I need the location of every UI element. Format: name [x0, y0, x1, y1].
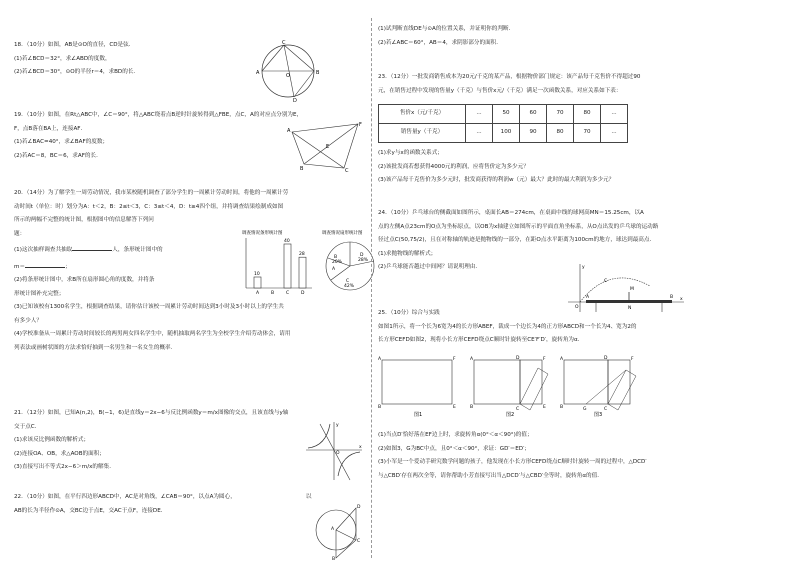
fig2-caption: 图2 — [506, 412, 515, 418]
q23-stem2: 元，在销售过程中发现的售量y（千克）与售价x元/（千克）满足一次函数关系，对应关系如下表： — [378, 87, 622, 94]
svg-text:A: A — [560, 357, 564, 362]
q23-part3: (3)该产品每千克售价为多少元时，批发商获得的利润w（元）最大？此时的最大利润为多少元？ — [378, 177, 615, 184]
q20-part3: (3)已知该校有1300名学生，根据调查结果，请你估计该校一周累计劳动时间达到3小时及3小时以上的学生共 — [14, 304, 284, 311]
q20-stem: 20．（14分）为了解学生一周劳动情况，我市某校随机调查了部分学生的一周累计劳动时间，将他的一周累计劳 — [14, 190, 289, 196]
q20-part2: (2)将条形统计图中，求B所在扇形圆心角的度数，并将条 — [14, 277, 155, 284]
q24-pingpong-figure — [566, 262, 686, 314]
q21-part1: (1)求该反比例函数的解析式； — [14, 437, 90, 444]
column-divider — [371, 18, 372, 558]
q20-part4b: 列表法或画树状图的方法求恰好抽到一名男生和一名女生的概率. — [14, 345, 173, 352]
pie-label-C: C — [346, 279, 350, 284]
question-21 — [14, 410, 288, 478]
svg-text:C: C — [516, 407, 520, 412]
svg-text:A: A — [378, 357, 382, 362]
svg-text:D: D — [516, 356, 520, 361]
q20-stem4: 题： — [14, 230, 26, 237]
q20-part4: (4)学校准备从一周累计劳动时间较长的两男两女四名学生中，随机抽取两名学生为全校学生介绍劳动体会，请用 — [14, 331, 291, 338]
svg-text:B: B — [300, 166, 304, 172]
svg-text:C: C — [604, 407, 608, 412]
svg-text:D: D — [604, 356, 608, 361]
q19-stem: 19．（10分）如图，在Rt△ABC中，∠C＝90°，将△ABC绕着点B逆时针旋转得到△FBE，点C，A的对应点分别为E， — [14, 112, 303, 118]
svg-text:x: x — [680, 297, 683, 302]
svg-text:B: B — [560, 405, 564, 410]
q25-stem: 25．（10分）综合与实践 — [378, 310, 440, 316]
svg-text:D: D — [357, 505, 361, 510]
bar-value-C: 40 — [284, 239, 290, 244]
q23-row1-head: 售价x（元/千克） — [379, 105, 466, 124]
q19-stem2: F，点B落在BA上，连接AF． — [14, 125, 87, 132]
table-row: 售价x（元/千克） ... 50 60 70 80 ... — [379, 105, 628, 124]
bar-D — [299, 257, 306, 288]
q22-stem2: AB的长为半径作⊙A，交BC边于点E，交AC于点F，连接DE． — [14, 507, 167, 514]
q19-part2: (2)若AC＝8，BC＝6，求AF的长． — [14, 152, 102, 159]
q18-stem: 18．（10分）如图，AB是⊙O的直径，CD是弦． — [14, 42, 135, 48]
question-18 — [14, 42, 139, 83]
svg-text:D: D — [293, 98, 297, 104]
bar-C — [284, 244, 291, 288]
svg-text:E: E — [453, 405, 456, 410]
q20-part1a: (1)这次抽样调查共抽取 — [14, 247, 73, 254]
bar-value-D: 28 — [299, 252, 305, 258]
q21-stem2: 交于点C． — [14, 423, 41, 430]
question-23 — [378, 74, 641, 101]
pie-label-D: D — [360, 253, 364, 258]
q25-part3: (3)小军是一个爱动手研究数学问题的孩子，他发现在小长方形CEFD绕点C顺时针旋转一周的过程中，△DCD′ — [378, 459, 647, 466]
svg-text:F: F — [359, 122, 362, 128]
question-19 — [14, 112, 302, 166]
q19-part1: (1)若∠BAC=40°，求∠BAF的度数； — [14, 139, 109, 146]
q23-stem: 23．（12分）一批发商销售成本为20元/千克的某产品，根据物价部门规定：该产品每千克售价不得超过90 — [378, 74, 641, 80]
q25-part3b: 与△CBD′存在两次全等，请你帮助小芳直接写出当△DCD′与△CBD′全等时，旋转角α的值． — [378, 472, 603, 479]
svg-text:F: F — [631, 357, 634, 362]
svg-text:M: M — [630, 287, 634, 292]
q18-circle-figure — [254, 40, 324, 102]
q22-parallelogram-figure — [314, 500, 366, 560]
q24-stem3: 径过点C(50,75/2)，且在对称轴的轨迹是抛物线的一部分，在距O点水平距离为100cm的地方，球达到最高点． — [378, 237, 656, 244]
svg-text:x: x — [359, 445, 362, 450]
q23-table — [378, 104, 628, 143]
q24-stem: 24．（10分）乒乓球台的侧截面如图所示，桌面长AB＝274cm，在桌面中线的球网高MN＝15.25cm，以A — [378, 210, 644, 216]
q21-stem: 21．（12分）如图，已知A(n,2)，B(−1，6)是直线y＝2x−6与反比例函数y＝m/x图像的交点，且该直线与y轴 — [14, 410, 289, 416]
right-column — [378, 0, 782, 562]
svg-text:C: C — [282, 40, 286, 46]
bar-chart — [236, 228, 316, 296]
q24-part1: (1)求抛物线的解析式； — [378, 250, 437, 257]
pie-label-A: A — [332, 267, 336, 272]
pie-pct-C: 42% — [344, 284, 355, 289]
q20-part3b: 有多少人？ — [14, 317, 42, 324]
svg-text:O: O — [336, 451, 340, 456]
bar-A — [254, 277, 261, 288]
q20-part1c: m＝ — [14, 263, 26, 270]
q24-part2: (2)乒乓球能否越过中间网？请说明理由． — [378, 264, 482, 271]
bar-category-D: D — [301, 291, 305, 296]
fig3-caption: 图3 — [594, 412, 603, 418]
q20-part1b: 人，条形统计图中的 — [112, 247, 163, 254]
svg-text:F: F — [453, 357, 456, 362]
svg-text:E: E — [543, 405, 546, 410]
bar-chart-title: 调查情况条形统计图 — [242, 231, 283, 236]
q20-blank-m[interactable] — [25, 261, 65, 268]
svg-text:B: B — [470, 405, 474, 410]
svg-text:C: C — [345, 168, 349, 174]
svg-text:A: A — [331, 527, 335, 532]
question-25 — [378, 310, 637, 351]
question-23-parts — [378, 150, 614, 191]
bar-category-B: B — [271, 291, 275, 296]
q22-stem-end: 以 — [305, 494, 312, 500]
q18-part2: (2)若∠BCD＝30°，⊙O的半径r＝4，求BD的长． — [14, 69, 140, 76]
svg-text:B: B — [332, 557, 336, 562]
bar-category-A: A — [256, 291, 260, 296]
q19-rotation-figure — [286, 120, 366, 172]
q20-stem3: 所示的两幅不完整的统计图，根据图中的信息解答下列问 — [14, 217, 154, 224]
q23-part2: (2)该批发商若想获得4000元的利润，应将售价定为多少元？ — [378, 163, 529, 170]
q22-stem: 22．（10分）如图，在平行四边形ABCD中，AC是对角线，∠CAB＝90°，以点A为圆心， — [14, 494, 236, 500]
q20-blank-total[interactable] — [72, 244, 112, 251]
pie-label-B: B — [334, 255, 338, 260]
svg-text:G: G — [583, 407, 587, 412]
q25-stem2: 如图1所示，将一个长为6宽为4的长方形ABEF，裁成一个边长为4的正方形ABCD和一个长为4、宽为2的 — [378, 323, 637, 330]
left-column — [14, 0, 369, 562]
q20-part2b: 形统计图补充完整； — [14, 290, 65, 297]
table-row: 销售量y（千克） ... 100 90 80 70 ... — [379, 124, 628, 143]
svg-text:C: C — [357, 539, 361, 544]
svg-text:B: B — [670, 295, 674, 300]
q20-stem2: 动时间t（单位：时）划分为A：t＜2，B：2≤t＜3，C：3≤t＜4，D：t≥4四个组，并将调查结果绘制成如图 — [14, 203, 284, 210]
fig1-caption: 图1 — [414, 412, 423, 418]
svg-text:A: A — [470, 357, 474, 362]
q25-stem3: 长方形CEFD如图2，现将小长方形CEFD绕点C顺时针旋转至CE′F′D′，旋转角为α． — [378, 337, 584, 344]
svg-text:O: O — [286, 73, 290, 79]
svg-text:O: O — [575, 305, 579, 310]
q23-row2-head: 销售量y（千克） — [379, 124, 466, 143]
pie-chart-title: 调查情况扇形统计图 — [322, 231, 363, 236]
svg-text:C: C — [604, 279, 608, 284]
q25-part1: (1)当点D′恰好落在EF边上时，求旋转角α(0°＜α＜90°)的值； — [378, 432, 533, 438]
svg-text:A: A — [256, 70, 260, 76]
q22-part2: (2)若∠ABC＝60°，AB＝4，求阴影部分的面积． — [378, 39, 502, 46]
bar-value-A: 10 — [254, 272, 260, 277]
svg-text:A: A — [287, 128, 291, 134]
question-25-parts — [378, 432, 647, 486]
svg-text:y: y — [582, 265, 585, 270]
svg-text:y: y — [336, 423, 339, 428]
q24-stem2: 点的左侧A点23cm的O点为坐标原点，以OB为x轴建立如图所示的平面直角坐标系，从O点出发的乒乓球的运动路 — [378, 223, 659, 230]
pie-pct-D: 28% — [358, 258, 369, 263]
svg-text:E: E — [326, 144, 330, 150]
q21-hyperbola-figure — [304, 420, 364, 482]
q21-part2: (2)连接OA、OB，求△AOB的面积； — [14, 450, 105, 457]
q25-figures — [378, 354, 658, 418]
svg-text:B: B — [378, 405, 382, 410]
svg-text:A: A — [586, 295, 590, 300]
q23-part1: (1)求y与x的函数关系式； — [378, 150, 443, 156]
question-22 — [14, 494, 311, 521]
q20-part1d: ； — [65, 263, 71, 270]
q18-part1: (1)若∠BCD＝32°，求∠ABD的度数， — [14, 55, 111, 62]
pie-pct-B: 20% — [332, 260, 343, 265]
q22-part1: (1)试判断直线DE与⊙A的位置关系，并证明你的判断． — [378, 26, 515, 32]
q25-part2: (2)如图3，G为BC中点，且0°＜α＜90°，求证：GD′＝ED′； — [378, 445, 530, 452]
q21-part3: (3)直接写出不等式2x−6＞m/x的解集． — [14, 464, 115, 471]
svg-text:F: F — [543, 357, 546, 362]
bar-category-C: C — [286, 291, 290, 296]
svg-text:B: B — [316, 70, 320, 76]
svg-text:N: N — [628, 306, 632, 311]
question-22-continued — [378, 26, 514, 53]
